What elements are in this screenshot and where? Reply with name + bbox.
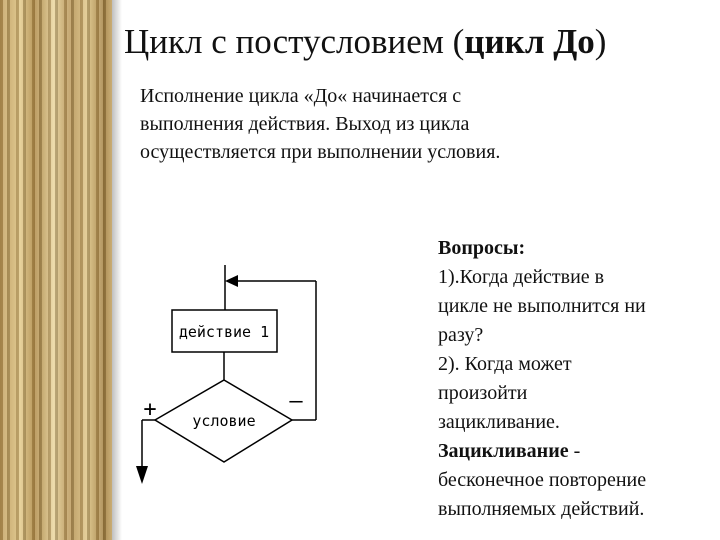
questions-block: [438, 234, 708, 524]
slide-title: Цикл с постусловием (цикл До): [124, 22, 607, 61]
intro-line: осуществляется при выполнении условия.: [140, 141, 501, 163]
intro-text: [140, 82, 620, 166]
plus-sign: +: [143, 397, 157, 422]
question-line: произойти: [438, 382, 528, 404]
question-line: цикле не выполнится ни: [438, 295, 646, 317]
definition-dash: -: [568, 440, 581, 462]
definition-term-line: [438, 437, 708, 466]
question-line: 1).Когда действие в: [438, 266, 605, 288]
definition-line: бесконечное повторение: [438, 469, 647, 491]
questions-heading: Вопросы:: [438, 237, 526, 259]
flowchart-diagram: [120, 250, 320, 490]
definition-line: выполняемых действий.: [438, 498, 645, 520]
loop-arrowhead: [225, 275, 238, 287]
definition-term: Зацикливание: [438, 440, 569, 462]
action-label: действие 1: [178, 323, 270, 341]
question-line: зацикливание.: [438, 411, 560, 433]
question-line: разу?: [438, 324, 484, 346]
condition-label: условие: [192, 412, 256, 430]
intro-line: Исполнение цикла «До« начинается с: [140, 85, 462, 107]
decorative-border: [0, 0, 112, 540]
minus-sign: –: [289, 389, 303, 414]
intro-line: выполнения действия. Выход из цикла: [140, 113, 470, 135]
question-line: 2). Когда может: [438, 353, 572, 375]
exit-arrowhead: [136, 466, 148, 484]
